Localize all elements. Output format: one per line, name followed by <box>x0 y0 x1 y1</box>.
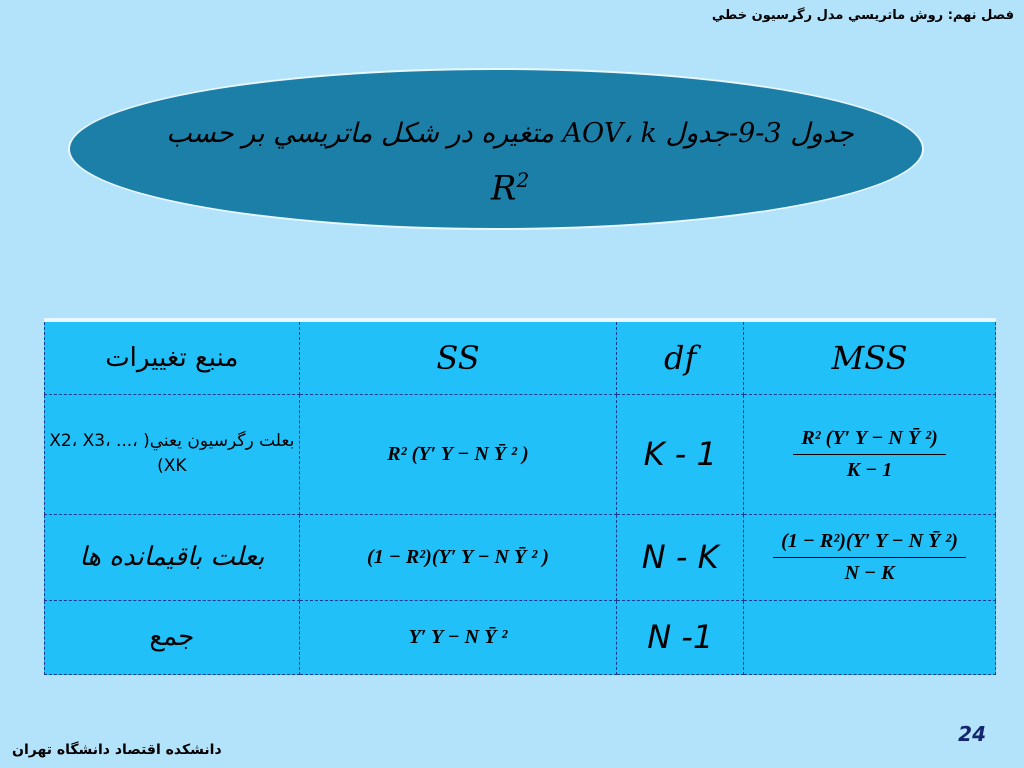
table-row <box>45 394 996 514</box>
header-ss: SS <box>299 320 617 394</box>
source-cell: جمع <box>45 600 300 674</box>
page-number: 24 <box>958 722 986 746</box>
mss-cell <box>744 394 996 514</box>
mss-cell <box>744 514 996 600</box>
header-source: منبع تغييرات <box>45 320 300 394</box>
mss-denominator: K − 1 <box>846 458 893 481</box>
df-cell: K - 1 <box>617 394 744 514</box>
mss-numerator: R² (Y′ Y − N Ȳ ²) <box>793 427 945 455</box>
header-mss: MSS <box>744 320 996 394</box>
footer-institution: دانشكده اقتصاد دانشگاه تهران <box>12 742 222 758</box>
table-row <box>45 514 996 600</box>
mss-numerator: (1 − R²)(Y′ Y − N Ȳ ²) <box>773 530 966 558</box>
r-symbol: R <box>490 168 517 209</box>
df-cell: N -1 <box>617 600 744 674</box>
mss-denominator: N − K <box>844 561 895 584</box>
slide-title: جدول 3-9-جدول AOV، k متغيره در شكل ماتريسي بر حسب <box>166 118 854 149</box>
mss-cell-empty <box>744 600 996 674</box>
source-cell: بعلت رگرسيون يعني( X2، X3، ...، XK) <box>45 394 300 514</box>
aov-table <box>44 318 996 675</box>
table-header-row <box>45 320 996 394</box>
ss-cell: R² (Y′ Y − N Ȳ ² ) <box>299 394 617 514</box>
r-exponent: 2 <box>516 168 530 192</box>
mss-fraction <box>793 427 945 482</box>
ss-cell: Y′ Y − N Ȳ ² <box>299 600 617 674</box>
source-cell: بعلت باقيمانده ها <box>45 514 300 600</box>
mss-fraction <box>773 530 966 585</box>
df-cell: N - K <box>617 514 744 600</box>
table-row <box>45 600 996 674</box>
slide-title-r2 <box>60 168 960 208</box>
ss-cell: (1 − R²)(Y′ Y − N Ȳ ² ) <box>299 514 617 600</box>
header-df: df <box>617 320 744 394</box>
chapter-header: فصل نهم: روش ماتريسي مدل رگرسيون خطي <box>711 8 1014 23</box>
